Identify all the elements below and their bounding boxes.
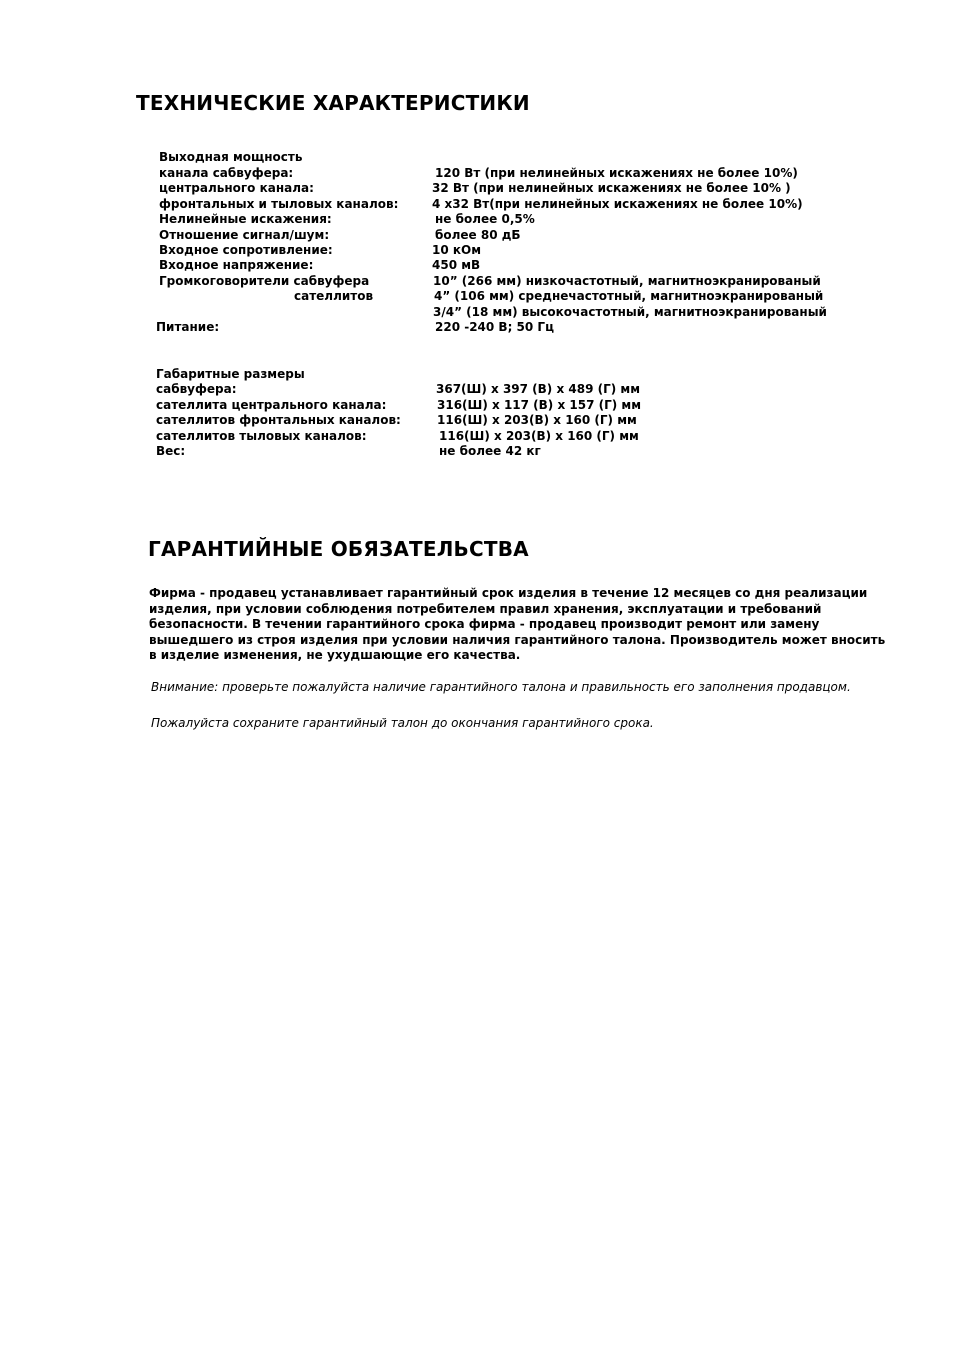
spec-row (0, 257, 954, 273)
spec-label: фронтальных и тыловых каналов: (159, 197, 399, 211)
dimension-value: 316(Ш) х 117 (В) х 157 (Г) мм (437, 398, 642, 412)
spec-value: 4 х32 Вт(при нелинейных искажениях не более 10%) (432, 197, 803, 211)
spec-row (0, 149, 954, 165)
dimension-row (0, 428, 954, 444)
spec-label: сателлитов (294, 289, 374, 303)
spec-label: Нелинейные искажения: (159, 212, 332, 226)
dimension-value: не более 42 кг (439, 444, 541, 458)
dimension-value: 367(Ш) х 397 (В) х 489 (Г) мм (436, 382, 641, 396)
spec-row (0, 165, 954, 181)
spec-value: 10 кОм (432, 243, 482, 257)
spec-row (0, 242, 954, 258)
spec-value: более 80 дБ (435, 228, 521, 242)
dimension-label: сателлита центрального канала: (156, 398, 387, 412)
spec-value: 10” (266 мм) низкочастотный, магнитноэкранированый (433, 274, 821, 288)
dimension-value: 116(Ш) х 203(В) х 160 (Г) мм (439, 429, 639, 443)
spec-row (0, 211, 954, 227)
spec-value: 220 -240 В; 50 Гц (435, 320, 554, 334)
dimension-row (0, 366, 954, 382)
warranty-note-check: Внимание: проверьте пожалуйста наличие гарантийного талона и правильность его заполнения продавцом. (151, 680, 851, 694)
spec-row (0, 319, 954, 335)
dimension-row (0, 397, 954, 413)
spec-label: Громкоговорители сабвуфера (159, 274, 370, 288)
warranty-note-keep: Пожалуйста сохраните гарантийный талон до окончания гарантийного срока. (151, 716, 654, 730)
dimension-label: Вес: (156, 444, 186, 458)
dimension-label: Габаритные размеры (156, 367, 305, 381)
dimension-row (0, 412, 954, 428)
spec-label: Питание: (156, 320, 220, 334)
spec-label: Выходная мощность (159, 150, 303, 164)
spec-value: 450 мВ (432, 258, 481, 272)
spec-value: 120 Вт (при нелинейных искажениях не более 10%) (435, 166, 798, 180)
dimension-label: сабвуфера: (156, 382, 237, 396)
dimension-row (0, 443, 954, 459)
dimension-label: сателлитов тыловых каналов: (156, 429, 367, 443)
spec-row (0, 304, 954, 320)
dimension-value: 116(Ш) х 203(В) х 160 (Г) мм (437, 413, 637, 427)
dimension-row (0, 381, 954, 397)
spec-label: Входное сопротивление: (159, 243, 333, 257)
spec-row (0, 180, 954, 196)
spec-value: 3/4” (18 мм) высокочастотный, магнитноэкранированый (433, 305, 827, 319)
spec-row (0, 273, 954, 289)
spec-label: Отношение сигнал/шум: (159, 228, 330, 242)
spec-row (0, 288, 954, 304)
spec-label: канала сабвуфера: (159, 166, 294, 180)
spec-row (0, 227, 954, 243)
spec-label: Входное напряжение: (159, 258, 314, 272)
warranty-body: Фирма - продавец устанавливает гарантийный срок изделия в течение 12 месяцев со дня реализации изделия, при условии соблюдения потребителем правил хранения, эксплуатации и требований безопасности. В течении гарантийного срока фирма - продавец производит ремонт или замену вышедшего из строя изделия при условии наличия гарантийного талона. Производитель может вносить в изделие изменения, не ухудшающие его качества. (149, 586, 886, 663)
warranty-title: ГАРАНТИЙНЫЕ ОБЯЗАТЕЛЬСТВА (148, 537, 529, 561)
spec-value: 4” (106 мм) среднечастотный, магнитноэкранированый (434, 289, 824, 303)
spec-value: не более 0,5% (435, 212, 535, 226)
spec-label: центрального канала: (159, 181, 314, 195)
dimension-label: сателлитов фронтальных каналов: (156, 413, 401, 427)
spec-row (0, 196, 954, 212)
spec-value: 32 Вт (при нелинейных искажениях не более 10% ) (432, 181, 791, 195)
specs-title: ТЕХНИЧЕСКИЕ ХАРАКТЕРИСТИКИ (136, 91, 530, 115)
